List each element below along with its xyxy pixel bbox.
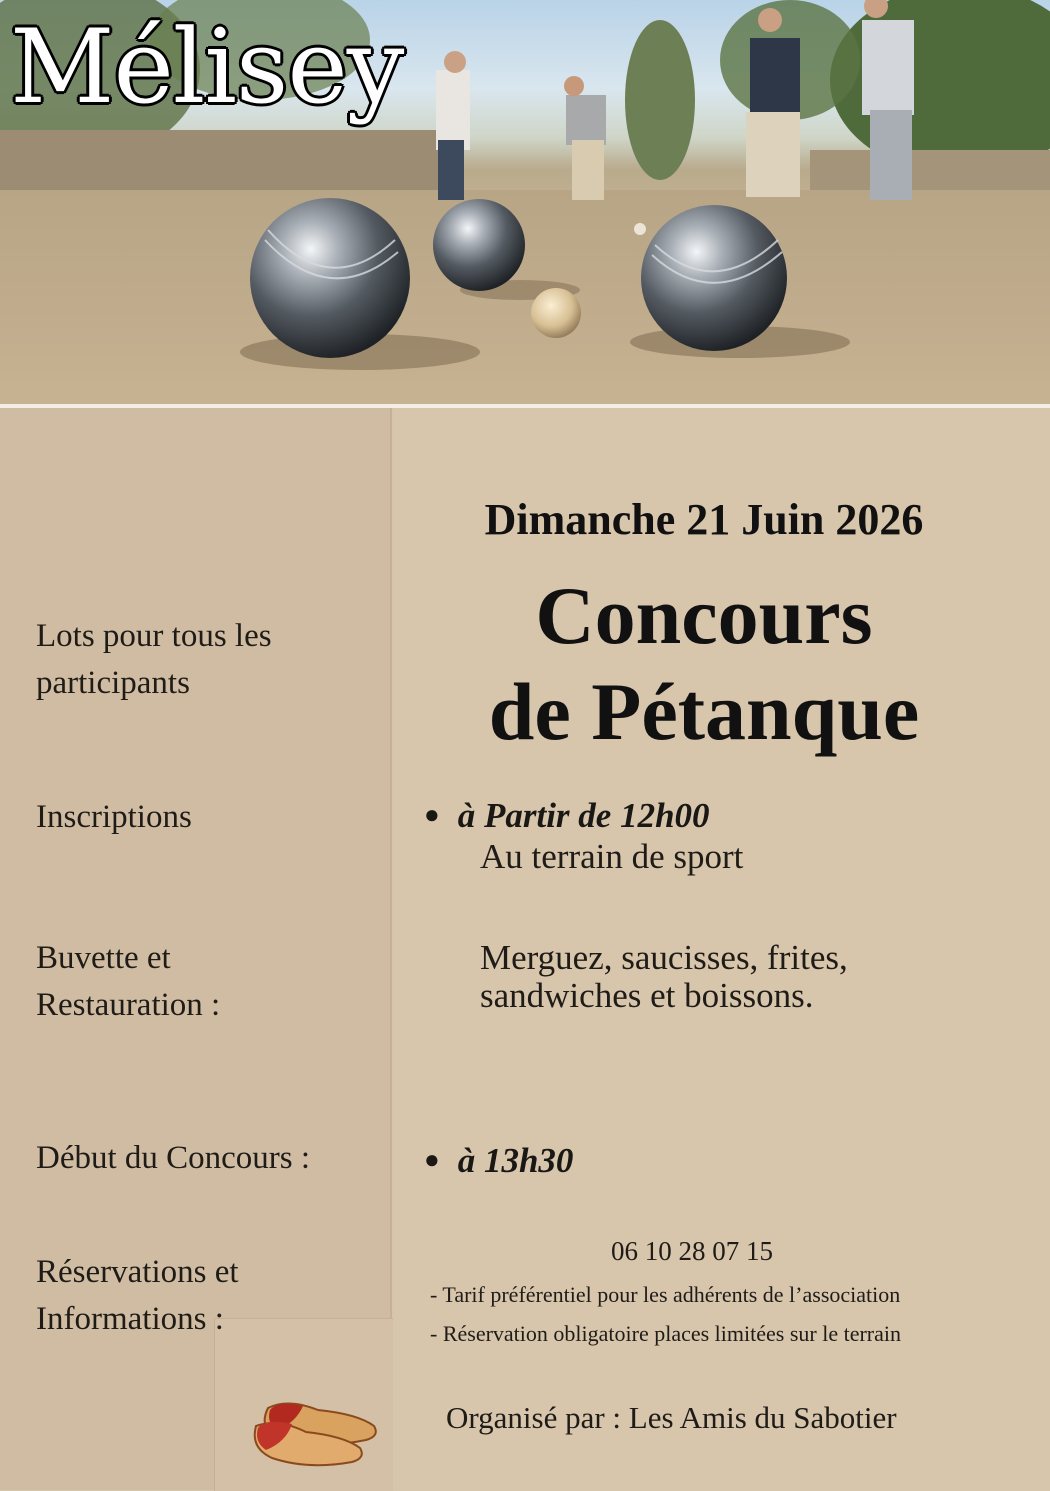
event-date: Dimanche 21 Juin 2026 <box>484 495 924 544</box>
start-time <box>424 1141 573 1181</box>
phone-number: 06 10 28 07 15 <box>611 1236 773 1266</box>
food-label-line1: Buvette et <box>36 940 171 976</box>
booking-label-line1: Réservations et <box>36 1254 239 1290</box>
bullet-icon: ● <box>424 800 440 829</box>
start-time-text: à 13h30 <box>457 1141 574 1180</box>
booking-label-line2: Informations : <box>36 1301 224 1337</box>
registration-time <box>424 796 710 836</box>
event-title-line2: de Pétanque <box>488 666 920 757</box>
event-title-line1: Concours <box>535 570 873 661</box>
registration-label: Inscriptions <box>36 799 192 835</box>
food-menu <box>480 939 848 1015</box>
town-title: Mélisey <box>10 8 404 127</box>
food-line1: Merguez, saucisses, frites, <box>480 938 848 977</box>
food-line2: sandwiches et boissons. <box>480 976 814 1015</box>
registration-time-text: à Partir de 12h00 <box>457 796 710 835</box>
event-title <box>394 568 1014 760</box>
food-label <box>36 935 220 1029</box>
registration-place: Au terrain de sport <box>480 837 744 876</box>
hero-photo <box>0 0 1050 404</box>
prizes-label: Lots pour tous les participants <box>36 618 272 701</box>
note-reservation: - Réservation obligatoire places limitées sur le terrain <box>430 1321 902 1346</box>
organizer: Organisé par : Les Amis du Sabotier <box>446 1400 897 1435</box>
note-tariff: - Tarif préférentiel pour les adhérents de l’association <box>430 1282 901 1307</box>
booking-label <box>36 1249 239 1343</box>
start-label: Début du Concours : <box>36 1140 311 1176</box>
wooden-clogs-icon <box>248 1378 388 1468</box>
bullet-icon: ● <box>424 1145 440 1174</box>
food-label-line2: Restauration : <box>36 987 221 1023</box>
